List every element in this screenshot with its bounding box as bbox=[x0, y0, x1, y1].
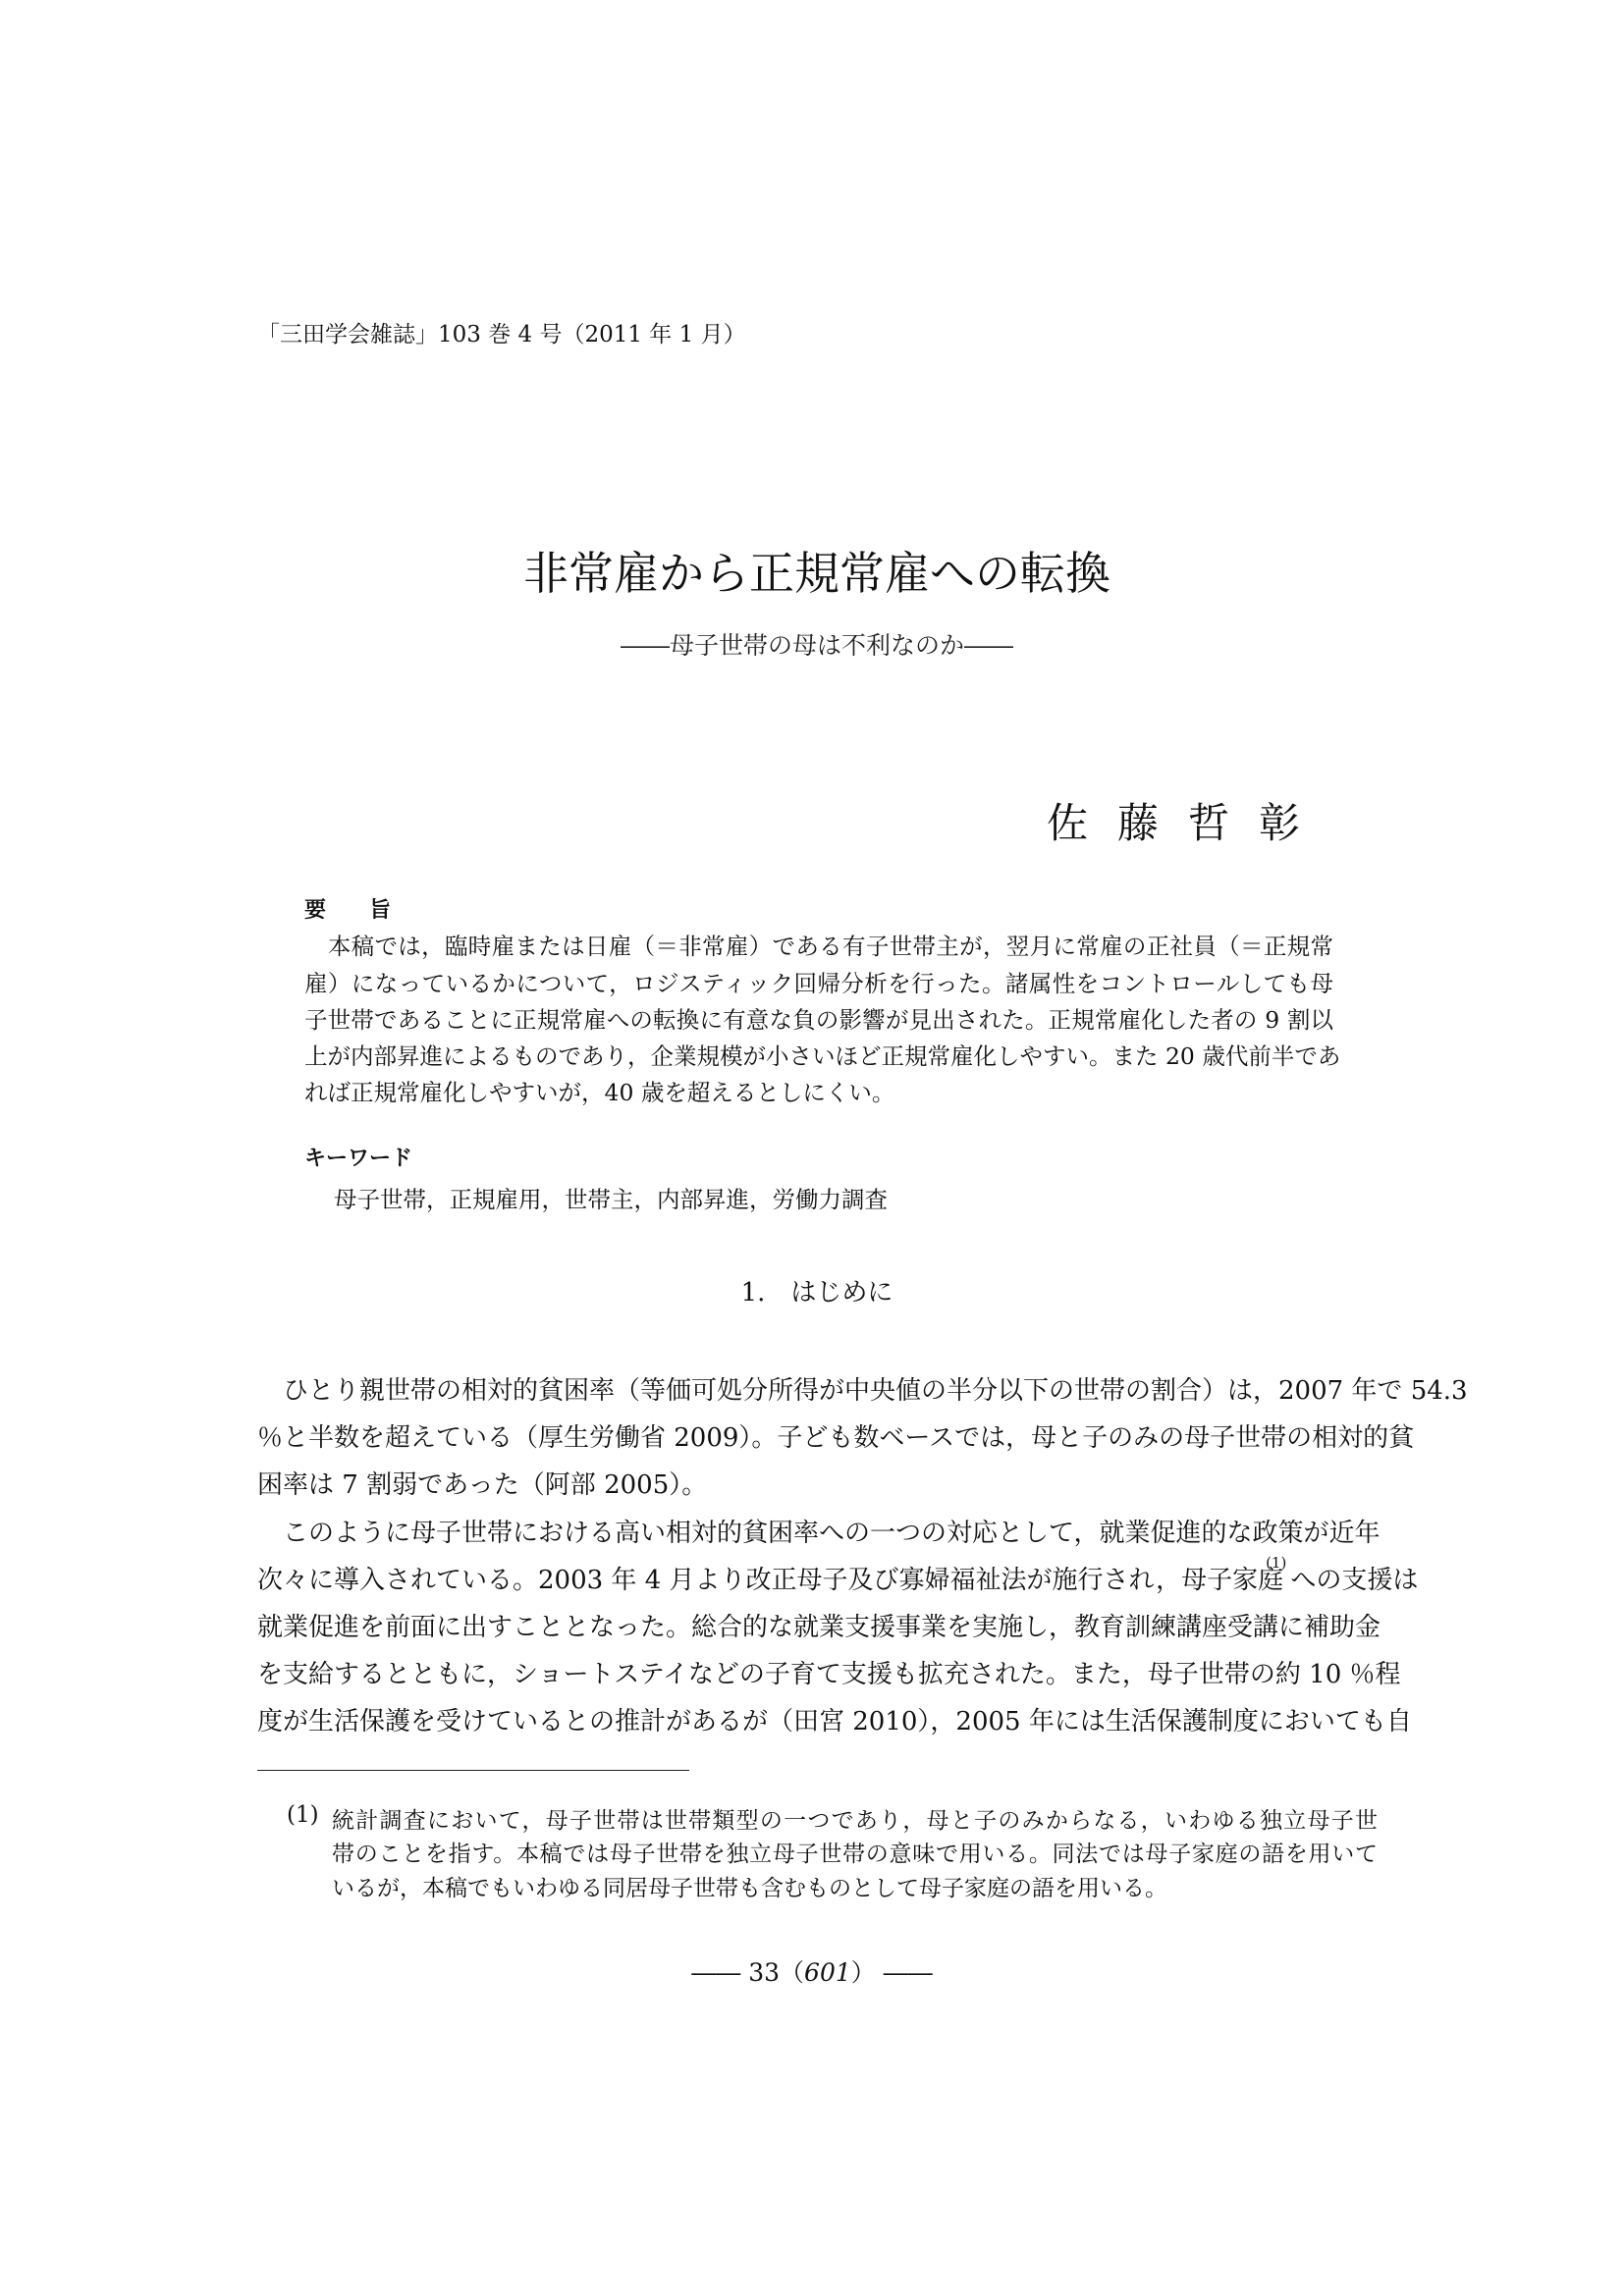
author-name: 佐藤哲彰 bbox=[1046, 799, 1329, 847]
paper-title: 非常雇から正規常雇への転換 bbox=[523, 547, 1110, 600]
footnote-line: 統計調査において，母子世帯は世帯類型の一つであり，母と子のみからなる，いわゆる独立母子世 bbox=[332, 1808, 1378, 1834]
abstract-line: 本稿では，臨時雇または日雇（＝非常雇）である有子世帯主が，翌月に常雇の正社員（＝正規常 bbox=[304, 933, 1333, 960]
body-line-text: 次々に導入されている。2003 年 4 月より改正母子及び寡婦福祉法が施行され，母子家庭 bbox=[257, 1566, 1284, 1595]
abstract-label: 要 旨 bbox=[304, 897, 392, 923]
paper-subtitle: ――母子世帯の母は不利なのか―― bbox=[620, 631, 1013, 660]
footnote-line: 帯のことを指す。本稿では母子世帯を独立母子世帯の意味で用いる。同法では母子家庭の語を用いて bbox=[332, 1842, 1378, 1867]
body-line: 就業促進を前面に出すこととなった。総合的な就業支援事業を実施し，教育訓練講座受講に補助金 bbox=[257, 1613, 1381, 1642]
body-line: 度が生活保護を受けているとの推計があるが（田宮 2010），2005 年には生活保護制度においても自 bbox=[257, 1707, 1412, 1736]
body-line: このように母子世帯における高い相対的貧困率への一つの対応として，就業促進的な政策が近年 bbox=[257, 1519, 1380, 1548]
page-number: ―― 33（601） ―― bbox=[691, 1958, 933, 1987]
footnote-number: (1) bbox=[287, 1802, 319, 1828]
body-line-tail: への支援は bbox=[1290, 1566, 1419, 1595]
body-line bbox=[257, 1554, 1419, 1596]
body-line: 困率は 7 割弱であった（阿部 2005）。 bbox=[257, 1470, 708, 1500]
journal-citation: 「三田学会雑誌」103 巻 4 号（2011 年 1 月） bbox=[257, 322, 746, 347]
footnote-reference[interactable]: (1) bbox=[1266, 1554, 1287, 1572]
page-dash-right: ―― bbox=[883, 1958, 933, 1987]
keywords-list: 母子世帯，正規雇用，世帯主，内部昇進，労働力調査 bbox=[334, 1186, 888, 1213]
keywords-label: キーワード bbox=[304, 1146, 413, 1171]
footnote-line: いるが，本稿でもいわゆる同居母子世帯も含むものとして母子家庭の語を用いる。 bbox=[332, 1876, 1167, 1901]
page-cumulative: 601 bbox=[804, 1958, 851, 1987]
page-current: 33 bbox=[748, 1958, 781, 1987]
body-line: を支給するとともに，ショートステイなどの子育て支援も拡充された。また，母子世帯の約 10 ％程 bbox=[257, 1660, 1401, 1689]
page-dash-left: ―― bbox=[691, 1958, 741, 1987]
section-heading: 1. はじめに bbox=[740, 1278, 893, 1308]
abstract-line: 子世帯であることに正規常雇への転換に有意な負の影響が見出された。正規常雇化した者の 9 割以 bbox=[304, 1006, 1333, 1034]
body-line: ％と半数を超えている（厚生労働省 2009）。子ども数ベースでは，母と子のみの母子世帯の相対的貧 bbox=[257, 1423, 1415, 1453]
abstract-line: れば正規常雇化しやすいが，40 歳を超えるとしにくい。 bbox=[304, 1079, 895, 1106]
abstract-line: 上が内部昇進によるものであり，企業規模が小さいほど正規常雇化しやすい。また 20 歳代前半であ bbox=[304, 1042, 1341, 1070]
body-line: ひとり親世帯の相対的貧困率（等価可処分所得が中央値の半分以下の世帯の割合）は，2007 年で 54.3 bbox=[257, 1376, 1468, 1406]
abstract-line: 雇）になっているかについて，ロジスティック回帰分析を行った。諸属性をコントロールしても母 bbox=[304, 970, 1333, 997]
footnote-divider bbox=[257, 1770, 689, 1771]
